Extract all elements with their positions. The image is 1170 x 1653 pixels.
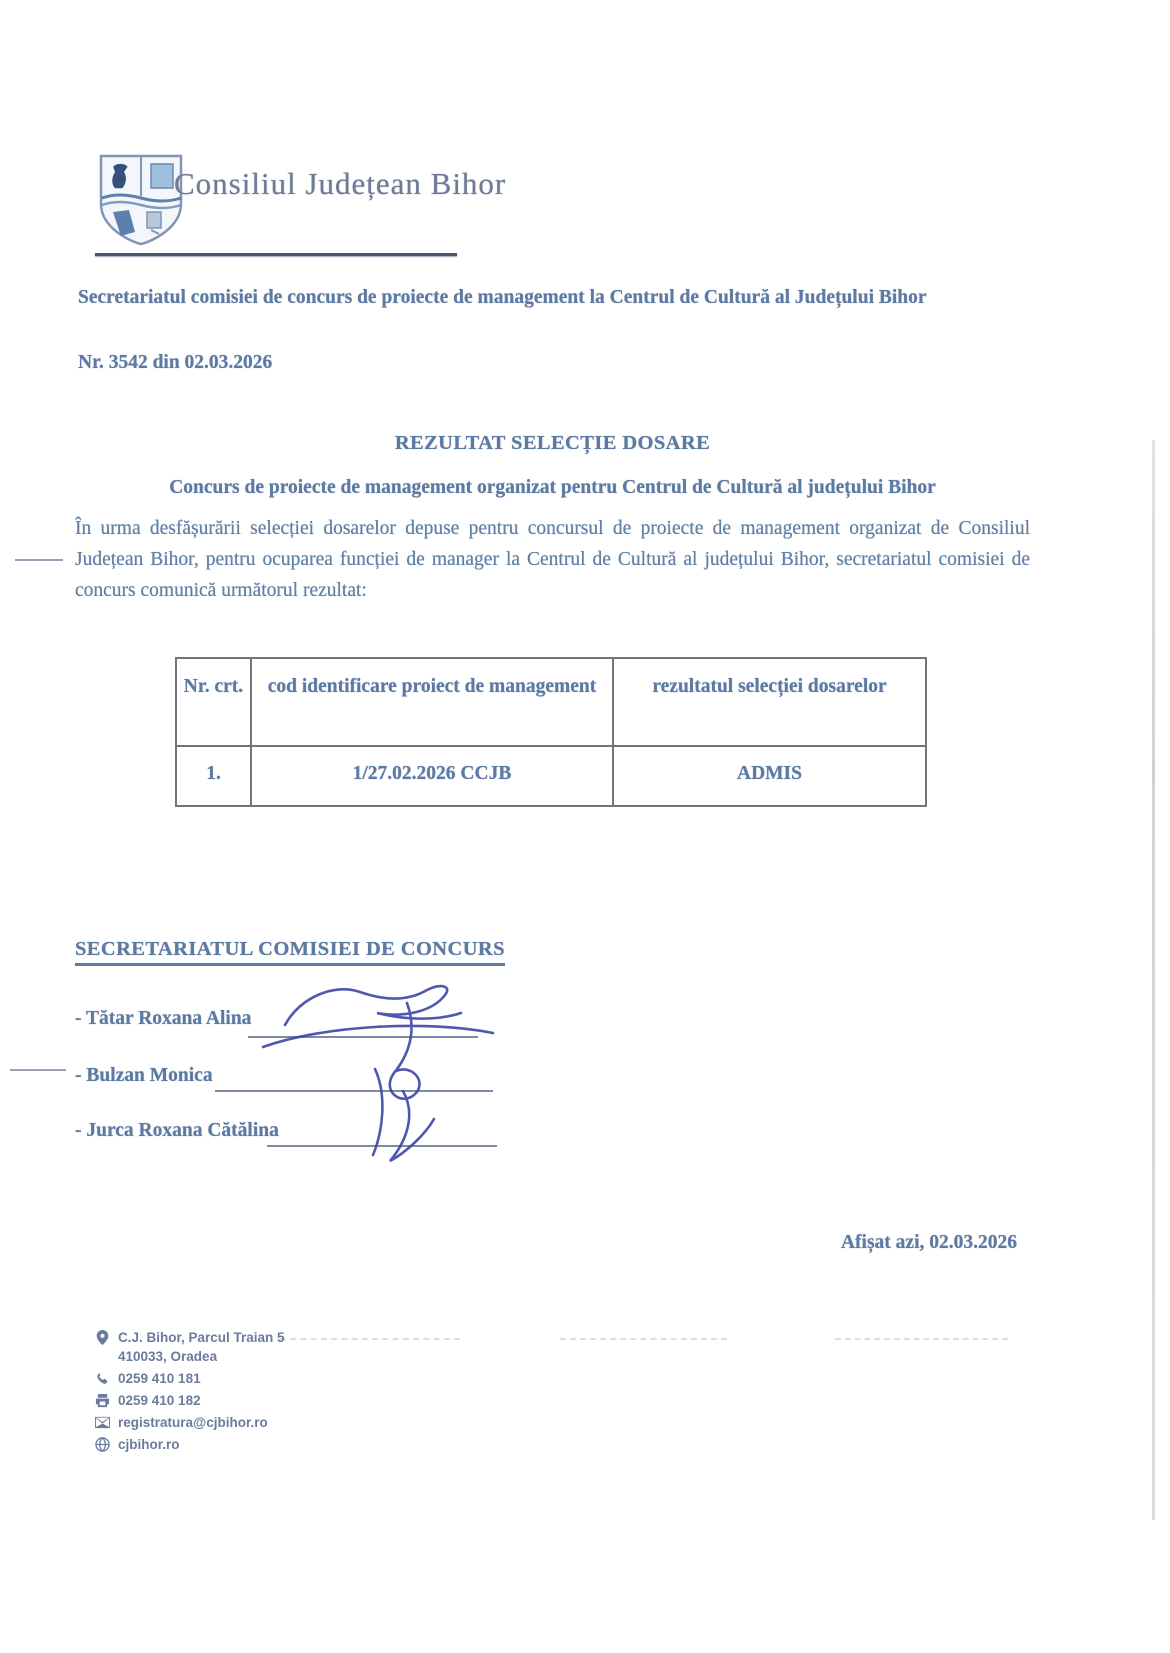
registration-number: Nr. 3542 din 02.03.2026: [78, 352, 273, 373]
cell-row-number: 1.: [176, 746, 251, 806]
footer-email: registratura@cjbihor.ro: [118, 1415, 268, 1430]
footer-phone: 0259 410 181: [118, 1371, 201, 1386]
header-cell-selection-result: rezultatul selecției dosarelor: [613, 658, 926, 746]
cell-result-admis: ADMIS: [613, 746, 926, 806]
scan-margin-mark: [10, 1069, 66, 1071]
table-header-row: [176, 658, 926, 746]
footer-address-line2: 410033, Oradea: [118, 1349, 218, 1364]
committee-member: - Bulzan Monica: [75, 1065, 213, 1086]
header-cell-project-code: cod identificare proiect de management: [251, 658, 613, 746]
committee-member: - Jurca Roxana Cătălina: [75, 1120, 279, 1141]
globe-icon: [95, 1437, 110, 1452]
footer-website: cjbihor.ro: [118, 1437, 180, 1452]
location-pin-icon: [95, 1330, 110, 1345]
table-row: [176, 746, 926, 806]
email-icon: [95, 1415, 110, 1430]
footer-address-line1: C.J. Bihor, Parcul Traian 5: [118, 1330, 285, 1345]
header-divider-rule: [95, 253, 457, 256]
document-title: REZULTAT SELECȚIE DOSARE: [394, 432, 711, 454]
phone-icon: [95, 1371, 110, 1386]
scan-faint-line: [280, 1338, 460, 1340]
handwritten-signature: [255, 973, 515, 1173]
committee-heading: SECRETARIATUL COMISIEI DE CONCURS: [75, 938, 505, 966]
footer-contact-block: [95, 1330, 285, 1459]
org-name: Consiliul Județean Bihor: [174, 166, 507, 201]
posted-date: Afișat azi, 02.03.2026: [840, 1232, 1017, 1253]
results-table: [175, 657, 927, 807]
scan-margin-mark: [15, 559, 63, 561]
scan-faint-line: [835, 1338, 1008, 1340]
fax-icon: [95, 1393, 110, 1408]
footer-fax: 0259 410 182: [118, 1393, 201, 1408]
department-title: Secretariatul comisiei de concurs de proiecte de management la Centrul de Cultură al Județului Bihor: [78, 287, 927, 308]
document-subtitle: Concurs de proiecte de management organizat pentru Centrul de Cultură al județului Bihor: [169, 477, 936, 498]
body-paragraph: În urma desfășurării selecției dosarelor depuse pentru concursul de proiecte de management organizat de Consiliul Județean Bihor, pentru ocuparea funcției de manager la Centrul de Cultură al județului Bihor, secretariatul comisiei de concurs comunică următorul rezultat:: [75, 518, 1030, 601]
header-cell-nr-crt: Nr. crt.: [176, 658, 251, 746]
cell-project-code: 1/27.02.2026 CCJB: [251, 746, 613, 806]
scan-faint-line: [560, 1338, 727, 1340]
committee-member: - Tătar Roxana Alina: [75, 1008, 252, 1029]
paper-edge-shadow: [1152, 440, 1155, 1520]
